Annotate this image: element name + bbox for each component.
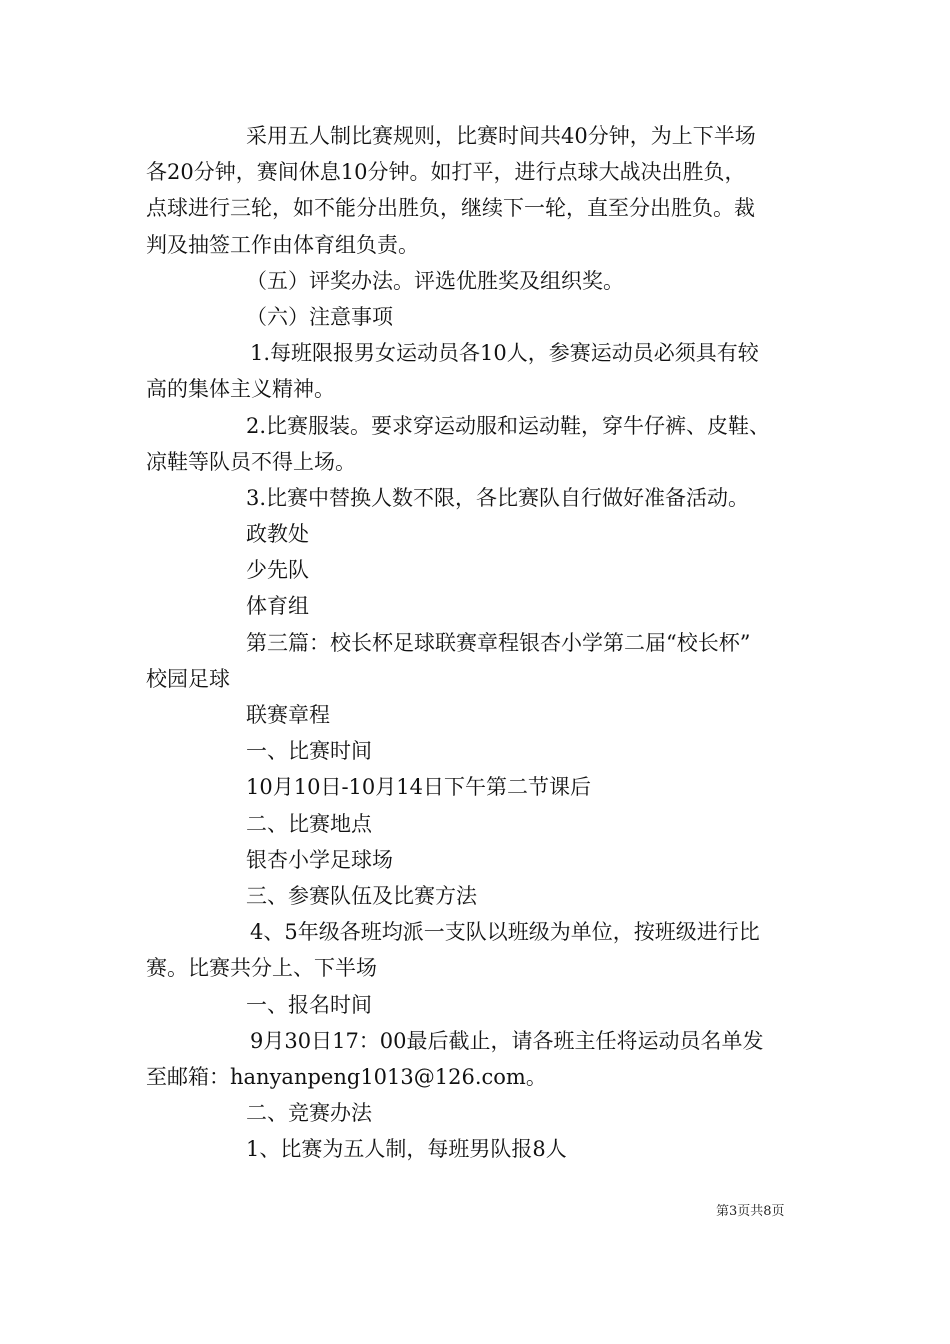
paragraph-line: 各20分钟，赛间休息10分钟。如打平，进行点球大战决出胜负， (146, 160, 746, 185)
section-heading: （五）评奖办法。评选优胜奖及组织奖。 (246, 268, 624, 293)
section-heading: 二、比赛地点 (246, 811, 372, 836)
paragraph-line: 点球进行三轮，如不能分出胜负，继续下一轮，直至分出胜负。裁 (146, 196, 755, 221)
chapter-title: 第三篇：校长杯足球联赛章程银杏小学第二届“校长杯” (246, 630, 751, 655)
paragraph-line: 银杏小学足球场 (246, 847, 393, 872)
list-item: 1.每班限报男女运动员各10人，参赛运动员必须具有较 (250, 341, 759, 366)
chapter-title-continued: 校园足球 (146, 666, 230, 691)
section-heading: 一、报名时间 (246, 992, 372, 1017)
paragraph-line: 9月30日17：00最后截止，请各班主任将运动员名单发 (250, 1028, 764, 1053)
signature-line: 政教处 (246, 522, 309, 547)
section-heading: 一、比赛时间 (246, 739, 372, 764)
document-body (146, 118, 810, 1167)
paragraph-line: 采用五人制比赛规则，比赛时间共40分钟，为上下半场 (246, 124, 756, 148)
section-heading: （六）注意事项 (246, 304, 393, 329)
email-line: 至邮箱：hanyanpeng1013@126.com。 (146, 1064, 547, 1089)
list-item: 2.比赛服装。要求穿运动服和运动鞋，穿牛仔裤、皮鞋、 (246, 413, 771, 438)
list-item: 1、比赛为五人制，每班男队报8人 (246, 1137, 567, 1162)
paragraph-line: 判及抽签工作由体育组负责。 (146, 232, 419, 257)
signature-line: 体育组 (246, 594, 309, 619)
chapter-subtitle: 联赛章程 (246, 703, 330, 727)
page-number: 第3页共8页 (716, 1204, 785, 1219)
section-heading: 二、竞赛办法 (246, 1101, 372, 1126)
paragraph-line: 赛。比赛共分上、下半场 (146, 956, 377, 981)
section-heading: 三、参赛队伍及比赛方法 (246, 883, 477, 908)
paragraph-line: 高的集体主义精神。 (146, 377, 335, 402)
paragraph-line: 10月10日-10月14日下午第二节课后 (246, 775, 591, 800)
list-item: 3.比赛中替换人数不限，各比赛队自行做好准备活动。 (246, 485, 750, 510)
signature-line: 少先队 (246, 558, 309, 583)
paragraph-line: 凉鞋等队员不得上场。 (146, 449, 356, 474)
paragraph-line: 4、5年级各班均派一支队以班级为单位，按班级进行比 (250, 920, 760, 945)
